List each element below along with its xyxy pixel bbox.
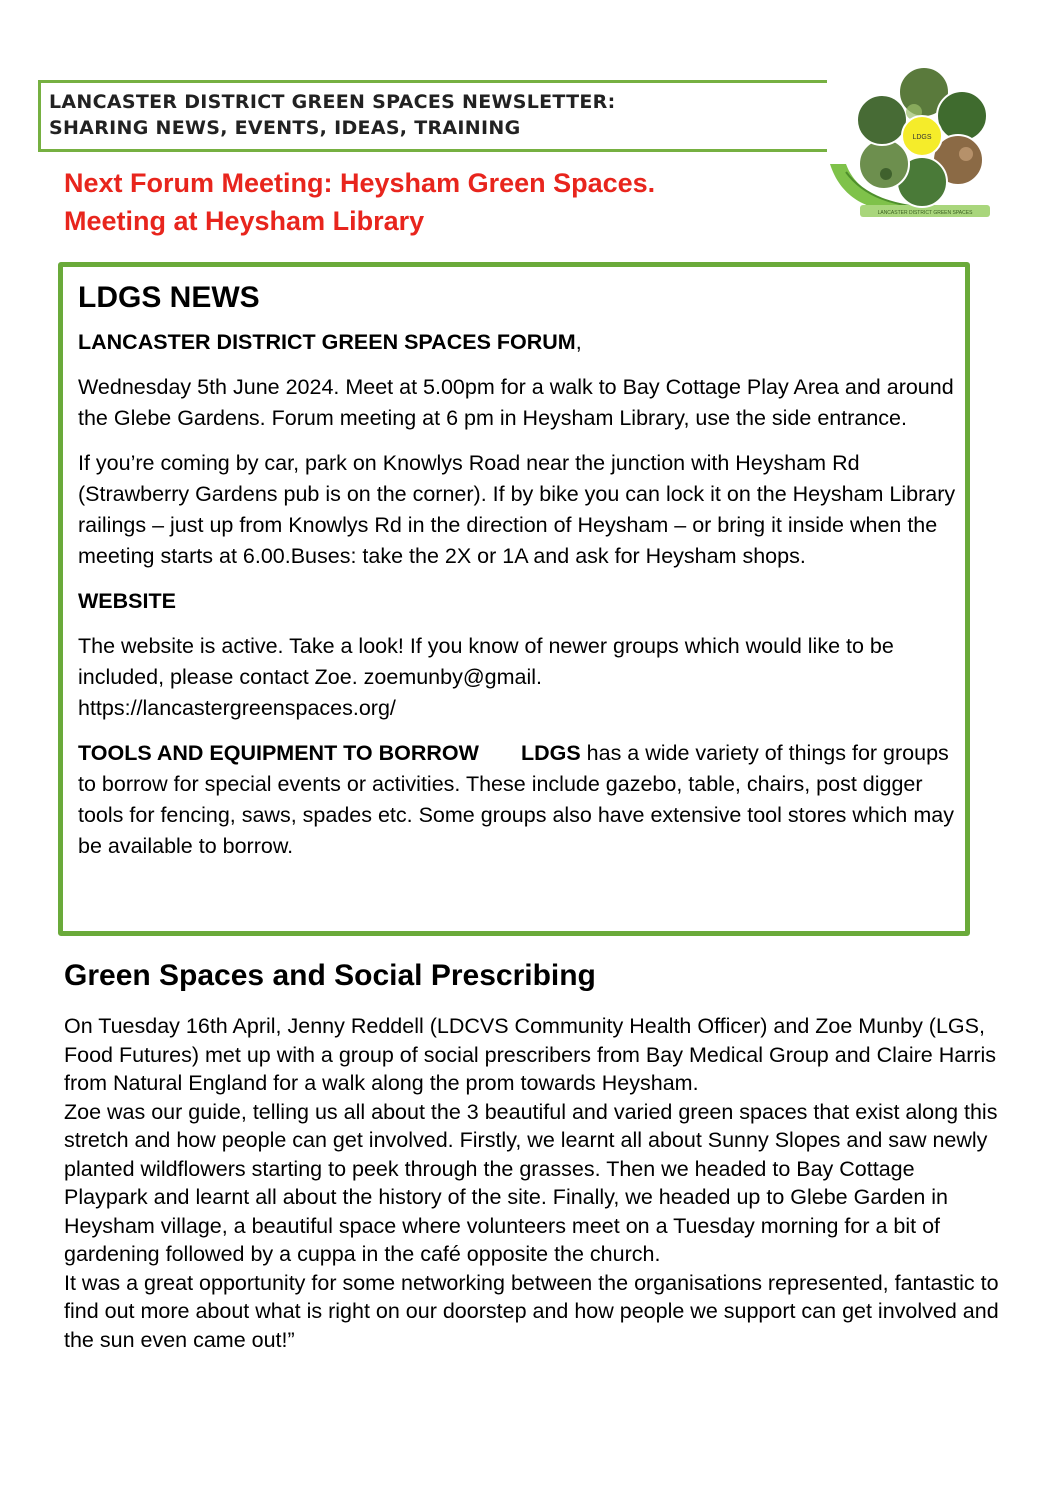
website-para — [78, 631, 958, 724]
tools-org: LDGS — [520, 741, 581, 765]
tools-heading: TOOLS AND EQUIPMENT TO BORROW — [78, 741, 479, 765]
forum-directions: If you’re coming by car, park on Knowlys Road near the junction with Heysham Rd (Strawberry Gardens pub is on the corner). If by bike you can lock it on the Heysham Library railings – just up from Knowlys Rd in the direction of Heysham – or bring it inside when the meeting starts at 6.00.Buses: take the 2X or 1A and ask for Heysham shops. — [78, 451, 956, 568]
forum-details: Wednesday 5th June 2024. Meet at 5.00pm for a walk to Bay Cottage Play Area and around the Glebe Gardens. Forum meeting at 6 pm in Heysham Library, use the side entrance. — [78, 375, 954, 430]
next-meeting-heading — [64, 164, 655, 240]
next-meeting-line-1: Next Forum Meeting: Heysham Green Spaces. — [64, 168, 656, 198]
logo-caption: LANCASTER DISTRICT GREEN SPACES — [877, 210, 973, 216]
news-title: LDGS NEWS — [78, 281, 260, 314]
banner-line-1: LANCASTER DISTRICT GREEN SPACES NEWSLETTER: — [49, 91, 616, 113]
article-paragraph-3: It was a great opportunity for some networking between the organisations represented, fantastic to find out more about what is right on our doorstep and how people we support can get involved and the sun even came out!” — [64, 1270, 999, 1352]
forum-heading-tail: , — [575, 330, 582, 354]
article-title: Green Spaces and Social Prescribing — [64, 959, 596, 992]
banner-line-2: SHARING NEWS, EVENTS, IDEAS, TRAINING — [49, 117, 521, 139]
logo-center-text: LDGS — [912, 134, 932, 141]
forum-heading-para — [78, 327, 958, 358]
ldgs-news-box — [58, 262, 970, 936]
banner-text — [49, 89, 616, 141]
website-heading: WEBSITE — [78, 589, 176, 613]
forum-heading: LANCASTER DISTRICT GREEN SPACES FORUM — [78, 330, 576, 354]
tools-text: has a wide variety of things for groups to borrow for special events or activities. These include gazebo, table, chairs, post digger tools for fencing, saws, spades etc. Some groups also have extensive tool stores which may be available to borrow. — [78, 741, 954, 858]
ldgs-news-content — [78, 279, 958, 876]
next-meeting-line-2: Meeting at Heysham Library — [64, 206, 425, 236]
article-body — [64, 1012, 1004, 1354]
website-url[interactable]: https://lancastergreenspaces.org/ — [78, 696, 396, 720]
article-paragraph-2: Zoe was our guide, telling us all about the 3 beautiful and varied green spaces that exist along this stretch and how people can get involved. Firstly, we learnt all about Sunny Slopes and saw newly planted wildflowers starting to peek through the grasses. Then we headed to Bay Cottage Playpark and learnt all about the history of the site. Finally, we headed up to Glebe Garden in Heysham village, a beautiful space where volunteers meet on a Tuesday morning for a bit of gardening followed by a cuppa in the café opposite the church. — [64, 1099, 998, 1266]
ldgs-flower-logo — [826, 64, 994, 220]
website-text: The website is active. Take a look! If you know of newer groups which would like to be included, please contact Zoe. zoemunby@gmail. — [78, 634, 894, 689]
article-paragraph-1: On Tuesday 16th April, Jenny Reddell (LDCVS Community Health Officer) and Zoe Munby (LGS, Food Futures) met up with a group of social prescribers from Bay Medical Group and Claire Harris from Natural England for a walk along the prom towards Heysham. — [64, 1014, 997, 1095]
tools-para — [78, 738, 958, 862]
